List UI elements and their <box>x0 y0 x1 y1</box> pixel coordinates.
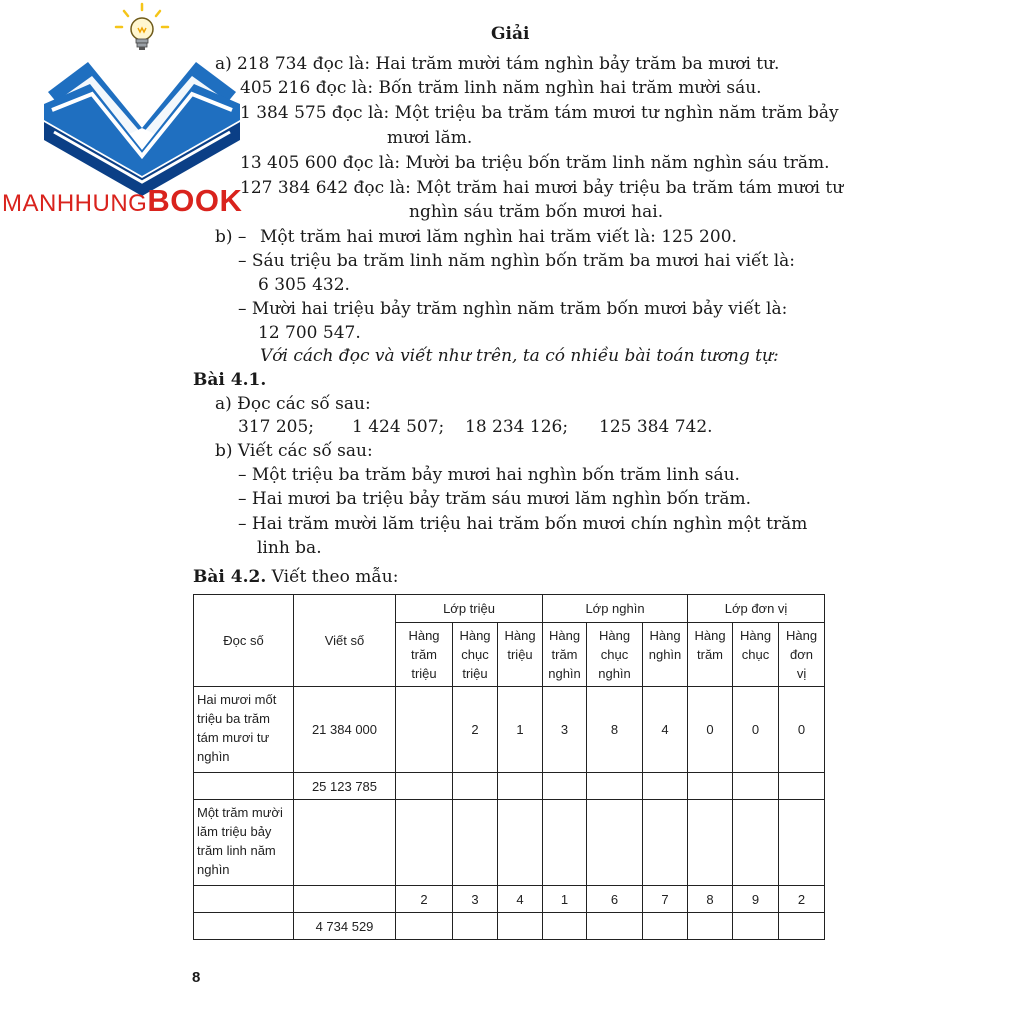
exercise-4-1-item-2: – Hai mươi ba triệu bảy trăm sáu mươi lăm nghìn bốn trăm. <box>238 489 751 509</box>
table-row <box>194 800 825 886</box>
exercise-4-1-a: a) Đọc các số sau: <box>215 394 371 414</box>
header-place: Hàng trăm <box>688 623 733 687</box>
table-row <box>194 773 825 800</box>
answer-a-line-7: nghìn sáu trăm bốn mươi hai. <box>409 202 664 222</box>
answer-a-line-5: 13 405 600 đọc là: Mười ba triệu bốn trăm linh năm nghìn sáu trăm. <box>240 153 830 173</box>
cell-digit <box>453 913 498 940</box>
header-group-trieu: Lớp triệu <box>396 595 543 623</box>
exercise-4-1-number-2: 1 424 507; <box>352 417 445 437</box>
cell-digit <box>688 913 733 940</box>
cell-digit: 3 <box>453 886 498 913</box>
cell-digit <box>543 913 587 940</box>
cell-digit <box>543 800 587 886</box>
brand-part2: BOOK <box>147 183 243 218</box>
header-place: Hàng đơn vị <box>779 623 825 687</box>
cell-digit <box>587 800 643 886</box>
table-row <box>194 913 825 940</box>
cell-digit: 2 <box>453 687 498 773</box>
cell-digit <box>587 913 643 940</box>
answer-b-line-2: – Sáu triệu ba trăm linh năm nghìn bốn trăm ba mươi hai viết là: <box>238 251 796 271</box>
cell-digit: 3 <box>543 687 587 773</box>
cell-digit: 0 <box>688 687 733 773</box>
cell-digit: 1 <box>498 687 543 773</box>
solution-heading: Giải <box>491 24 530 44</box>
cell-doc-so: Một trăm mười lăm triệu bảy trăm linh năm nghìn <box>194 800 294 886</box>
cell-digit: 4 <box>498 886 543 913</box>
cell-digit <box>587 773 643 800</box>
exercise-4-2-instruction: Viết theo mẫu: <box>271 567 399 587</box>
cell-digit <box>779 913 825 940</box>
header-row-groups <box>194 595 825 623</box>
cell-digit: 0 <box>779 687 825 773</box>
cell-digit: 2 <box>779 886 825 913</box>
cell-digit: 8 <box>688 886 733 913</box>
exercise-4-1-number-3: 18 234 126; <box>465 417 569 437</box>
place-value-table <box>193 594 825 940</box>
cell-digit: 6 <box>587 886 643 913</box>
cell-digit <box>396 913 453 940</box>
cell-digit <box>779 773 825 800</box>
cell-viet-so <box>294 886 396 913</box>
exercise-4-1-number-4: 125 384 742. <box>599 417 713 437</box>
answer-b-line-4: – Mười hai triệu bảy trăm nghìn năm trăm bốn mươi bảy viết là: <box>238 299 788 319</box>
cell-doc-so: Hai mươi mốt triệu ba trăm tám mươi tư nghìn <box>194 687 294 773</box>
cell-digit <box>643 800 688 886</box>
cell-digit <box>543 773 587 800</box>
header-place: Hàng trăm nghìn <box>543 623 587 687</box>
header-group-don-vi: Lớp đơn vị <box>688 595 825 623</box>
open-book-icon <box>44 62 240 196</box>
cell-digit <box>498 773 543 800</box>
cell-digit <box>396 773 453 800</box>
answer-note: Với cách đọc và viết như trên, ta có nhiều bài toán tương tự: <box>260 346 779 366</box>
cell-digit <box>498 800 543 886</box>
cell-viet-so: 21 384 000 <box>294 687 396 773</box>
cell-digit <box>733 913 779 940</box>
exercise-4-1-item-3: – Hai trăm mười lăm triệu hai trăm bốn mươi chín nghìn một trăm <box>238 514 808 534</box>
cell-digit: 7 <box>643 886 688 913</box>
cell-digit <box>733 773 779 800</box>
cell-doc-so <box>194 773 294 800</box>
cell-viet-so: 25 123 785 <box>294 773 396 800</box>
cell-digit: 2 <box>396 886 453 913</box>
answer-a-line-4: mươi lăm. <box>387 128 473 148</box>
answer-b-line-3: 6 305 432. <box>258 275 350 295</box>
cell-viet-so <box>294 800 396 886</box>
cell-digit: 4 <box>643 687 688 773</box>
cell-digit <box>643 773 688 800</box>
header-group-nghin: Lớp nghìn <box>543 595 688 623</box>
cell-digit: 1 <box>543 886 587 913</box>
cell-digit <box>688 800 733 886</box>
cell-digit: 0 <box>733 687 779 773</box>
answer-b-line-5: 12 700 547. <box>258 323 361 343</box>
header-place: Hàng nghìn <box>643 623 688 687</box>
cell-digit <box>643 913 688 940</box>
brand-wordmark <box>2 183 242 219</box>
cell-doc-so <box>194 913 294 940</box>
cell-digit <box>453 773 498 800</box>
cell-digit <box>779 800 825 886</box>
answer-b-line-1: Một trăm hai mươi lăm nghìn hai trăm viết là: 125 200. <box>260 227 737 247</box>
brand-part1: MANHHUNG <box>2 190 148 217</box>
cell-digit <box>498 913 543 940</box>
header-place: Hàng chục triệu <box>453 623 498 687</box>
cell-digit <box>688 773 733 800</box>
exercise-4-1-item-4: linh ba. <box>257 538 322 558</box>
exercise-4-2-heading <box>193 566 398 588</box>
cell-doc-so <box>194 886 294 913</box>
answer-b-label: b) – <box>215 227 247 247</box>
table-row <box>194 886 825 913</box>
cell-digit: 9 <box>733 886 779 913</box>
exercise-4-1-number-1: 317 205; <box>238 417 315 437</box>
header-place: Hàng chục <box>733 623 779 687</box>
exercise-4-1-item-1: – Một triệu ba trăm bảy mươi hai nghìn bốn trăm linh sáu. <box>238 465 740 485</box>
cell-digit: 8 <box>587 687 643 773</box>
exercise-4-1-b: b) Viết các số sau: <box>215 441 373 461</box>
answer-a-line-3: 1 384 575 đọc là: Một triệu ba trăm tám mươi tư nghìn năm trăm bảy <box>240 103 839 123</box>
exercise-4-2-title: Bài 4.2. <box>193 567 267 587</box>
answer-a-line-1: 218 734 đọc là: Hai trăm mười tám nghìn bảy trăm ba mươi tư. <box>237 54 780 74</box>
header-viet-so: Viết số <box>294 595 396 687</box>
cell-digit <box>396 687 453 773</box>
cell-digit <box>453 800 498 886</box>
answer-a-label: a) <box>215 54 232 74</box>
cell-digit <box>396 800 453 886</box>
page-number: 8 <box>192 969 201 986</box>
cell-viet-so: 4 734 529 <box>294 913 396 940</box>
table-row <box>194 687 825 773</box>
header-place: Hàng trăm triệu <box>396 623 453 687</box>
answer-a-line-6: 127 384 642 đọc là: Một trăm hai mươi bảy triệu ba trăm tám mươi tư <box>240 178 844 198</box>
lightbulb-icon <box>116 4 168 50</box>
cell-digit <box>733 800 779 886</box>
header-place: Hàng triệu <box>498 623 543 687</box>
header-doc-so: Đọc số <box>194 595 294 687</box>
answer-a-line-2: 405 216 đọc là: Bốn trăm linh năm nghìn hai trăm mười sáu. <box>240 78 762 98</box>
exercise-4-1-title: Bài 4.1. <box>193 370 267 390</box>
header-place: Hàng chục nghìn <box>587 623 643 687</box>
